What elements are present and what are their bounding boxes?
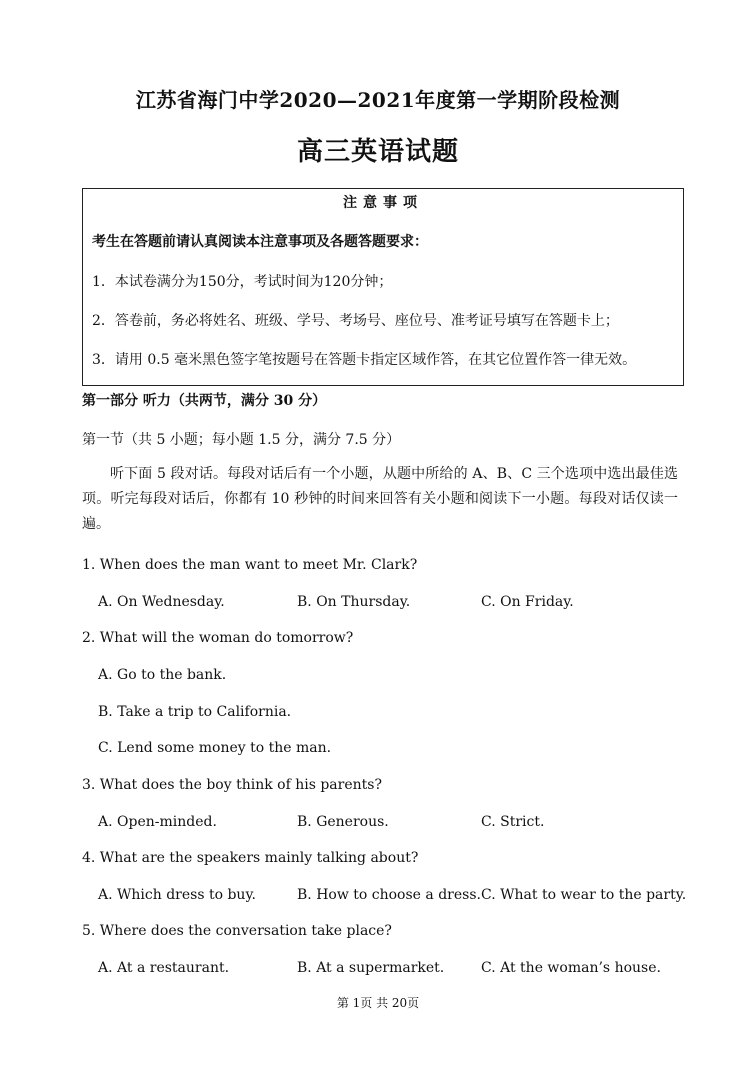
question-stem: 5. Where does the conversation take place? (82, 923, 392, 939)
option-text: C. Strict. (481, 814, 545, 830)
notice-intro: 考生在答题前请认真阅读本注意事项及各题答题要求： (92, 234, 428, 250)
option-text: C. What to wear to the party. (481, 887, 687, 903)
exam-title: 江苏省海门中学2020—2021年度第一学期阶段检测 (135, 88, 621, 112)
part-title: 第一部分 听力（共两节，满分 30 分） (82, 393, 327, 409)
section-instructions: 听下面 5 段对话。每段对话后有一个小题，从题中所给的 A、B、C 三个选项中选出最佳选项。听完每段对话后，你都有 10 秒钟的时间来回答有关小题和阅读下一小题。每段对话仅读一遍。 (82, 466, 678, 532)
section-title: 第一节（共 5 小题；每小题 1.5 分，满分 7.5 分） (82, 432, 401, 448)
option-text: C. On Friday. (481, 594, 574, 610)
option-text: B. How to choose a dress. (297, 887, 481, 903)
question-stem: 2. What will the woman do tomorrow? (82, 630, 354, 646)
option-text: B. At a supermarket. (297, 960, 445, 976)
option-text: C. At the woman’s house. (481, 960, 661, 976)
option-text: A. On Wednesday. (98, 594, 225, 610)
option-text: B. Generous. (297, 814, 389, 830)
question-stem: 3. What does the boy think of his parents? (82, 777, 382, 793)
notice-item: 3．请用 0.5 毫米黑色签字笔按题号在答题卡指定区域作答，在其它位置作答一律无效。 (92, 352, 637, 368)
option-text: B. Take a trip to California. (98, 704, 292, 720)
notice-item: 2．答卷前，务必将姓名、班级、学号、考场号、座位号、准考证号填写在答题卡上； (92, 313, 619, 329)
question-stem: 4. What are the speakers mainly talking about? (82, 850, 419, 866)
notice-heading: 注意事项 (343, 195, 423, 211)
option-text: A. At a restaurant. (98, 960, 230, 976)
option-text: A. Open-minded. (98, 814, 217, 830)
question-stem: 1. When does the man want to meet Mr. Clark? (82, 557, 418, 573)
exam-subtitle: 高三英语试题 (296, 137, 459, 167)
option-text: A. Go to the bank. (98, 667, 227, 683)
option-text: A. Which dress to buy. (98, 887, 256, 903)
option-text: C. Lend some money to the man. (98, 740, 332, 756)
notice-item: 1．本试卷满分为150分，考试时间为120分钟； (92, 274, 393, 290)
page-number: 第 1页 共 20页 (336, 996, 420, 1010)
option-text: B. On Thursday. (297, 594, 411, 610)
notice-box (82, 188, 684, 386)
